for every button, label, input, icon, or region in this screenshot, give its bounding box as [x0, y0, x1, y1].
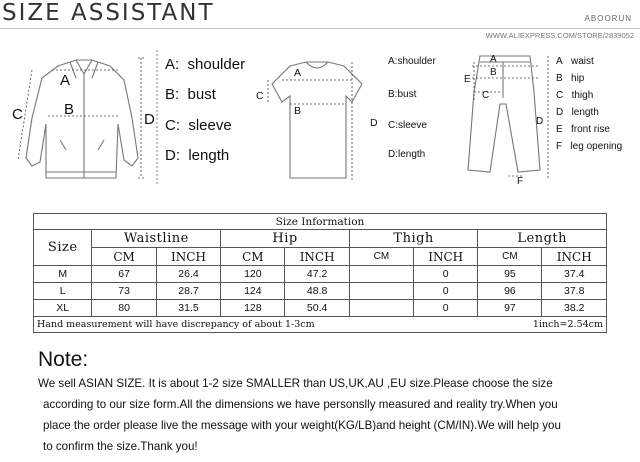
pants-label-a: A [490, 54, 497, 65]
hip-cm-cell: 124 [221, 283, 285, 300]
hip-inch-cell: 47.2 [285, 266, 349, 283]
note-line: place the order please live the message with your weight(KG/LB)and height (CM/IN).We will help you [43, 419, 561, 432]
length-cm-cell: 95 [478, 266, 542, 283]
tshirt-label-c: C [256, 90, 264, 102]
waist-inch-header: INCH [156, 248, 221, 266]
length-cm-header: CM [478, 248, 542, 266]
thigh-inch-cell: 0 [413, 266, 477, 283]
thigh-inch-cell: 0 [413, 300, 477, 317]
table-footer-row [34, 317, 607, 333]
thigh-header: Thigh [349, 230, 478, 248]
pants-legend-c: C thigh [556, 90, 594, 101]
page-title: SIZE ASSISTANT [2, 0, 215, 26]
tshirt-legend-b: B:bust [388, 89, 417, 100]
jacket-illustration [26, 60, 138, 178]
pants-label-e: E [464, 74, 471, 85]
pants-legend-e: E front rise [556, 124, 610, 135]
length-cm-cell: 97 [478, 300, 542, 317]
jacket-legend-c: C: sleeve [165, 117, 232, 134]
hip-header: Hip [221, 230, 350, 248]
note-line: to confirm the size.Thank you! [43, 440, 198, 453]
tshirt-legend-d: D:length [388, 149, 426, 160]
measurement-disclaimer: Hand measurement will have discrepancy of about 1-3cm [34, 317, 414, 333]
pants-label-b: B [490, 67, 497, 78]
thigh-cm-cell [349, 266, 413, 283]
thigh-cm-cell [349, 283, 413, 300]
thigh-cm-header: CM [349, 248, 413, 266]
waist-cm-cell: 67 [92, 266, 156, 283]
tshirt-label-b: B [294, 105, 302, 117]
tshirt-illustration [272, 62, 362, 178]
jacket-legend-d: D: length [165, 147, 230, 164]
size-cell: L [34, 283, 92, 300]
length-inch-header: INCH [542, 248, 607, 266]
pants-illustration [468, 56, 540, 172]
jacket-legend-a: A: shoulder [165, 56, 246, 73]
pants-label-f: F [517, 176, 524, 187]
tshirt-guides [268, 62, 352, 180]
hip-cm-cell: 120 [221, 266, 285, 283]
tshirt-legend-a: A:shoulder [388, 56, 436, 67]
note-line: according to our size form.All the dimensions we have personslly measured and reality try.When you [43, 398, 558, 411]
tshirt-label-a: A [294, 67, 302, 79]
size-column-header: Size [34, 230, 92, 266]
length-header: Length [478, 230, 607, 248]
waist-inch-cell: 31.5 [156, 300, 221, 317]
waist-inch-cell: 28.7 [156, 283, 221, 300]
table-row [34, 266, 607, 283]
size-table [33, 213, 607, 333]
hip-cm-cell: 128 [221, 300, 285, 317]
tshirt-label-d: D [370, 117, 378, 129]
jacket-label-a: A [60, 72, 71, 89]
store-url: WWW.ALIEXPRESS.COM/STORE/2839052 [485, 31, 634, 40]
note-body [40, 373, 640, 457]
waist-cm-cell: 73 [92, 283, 156, 300]
jacket-legend-b: B: bust [165, 86, 216, 103]
waist-cm-header: CM [92, 248, 156, 266]
pants-legend-a: A waist [556, 56, 594, 67]
size-cell: M [34, 266, 92, 283]
waist-cm-cell: 80 [92, 300, 156, 317]
thigh-cm-cell [349, 300, 413, 317]
pants-legend-b: B hip [556, 73, 585, 84]
garment-illustrations [0, 0, 640, 210]
pants-label-c: C [482, 90, 490, 101]
jacket-guides [18, 58, 144, 178]
table-row [34, 283, 607, 300]
jacket-label-d: D [144, 111, 155, 128]
pants-legend-f: F leg opening [556, 141, 623, 152]
table-caption: Size Information [34, 214, 607, 230]
tshirt-legend-c: C:sleeve [388, 120, 427, 131]
unit-conversion: 1inch=2.54cm [413, 317, 606, 333]
brand-name: ABOORUN [584, 14, 632, 23]
table-row [34, 300, 607, 317]
jacket-label-c: C [12, 106, 23, 123]
hip-cm-header: CM [221, 248, 285, 266]
length-cm-cell: 96 [478, 283, 542, 300]
waist-inch-cell: 26.4 [156, 266, 221, 283]
waistline-header: Waistline [92, 230, 221, 248]
jacket-label-b: B [64, 101, 75, 118]
size-cell: XL [34, 300, 92, 317]
length-inch-cell: 37.4 [542, 266, 607, 283]
length-inch-cell: 37.8 [542, 283, 607, 300]
hip-inch-cell: 48.8 [285, 283, 349, 300]
pants-label-d: D [536, 116, 544, 127]
note-line: We sell ASIAN SIZE. It is about 1-2 size SMALLER than US,UK,AU ,EU size.Please choose the size [38, 377, 553, 390]
thigh-inch-cell: 0 [413, 283, 477, 300]
hip-inch-cell: 50.4 [285, 300, 349, 317]
hip-inch-header: INCH [285, 248, 349, 266]
thigh-inch-header: INCH [413, 248, 477, 266]
note-heading: Note: [38, 348, 89, 371]
length-inch-cell: 38.2 [542, 300, 607, 317]
pants-legend-d: D length [556, 107, 599, 118]
